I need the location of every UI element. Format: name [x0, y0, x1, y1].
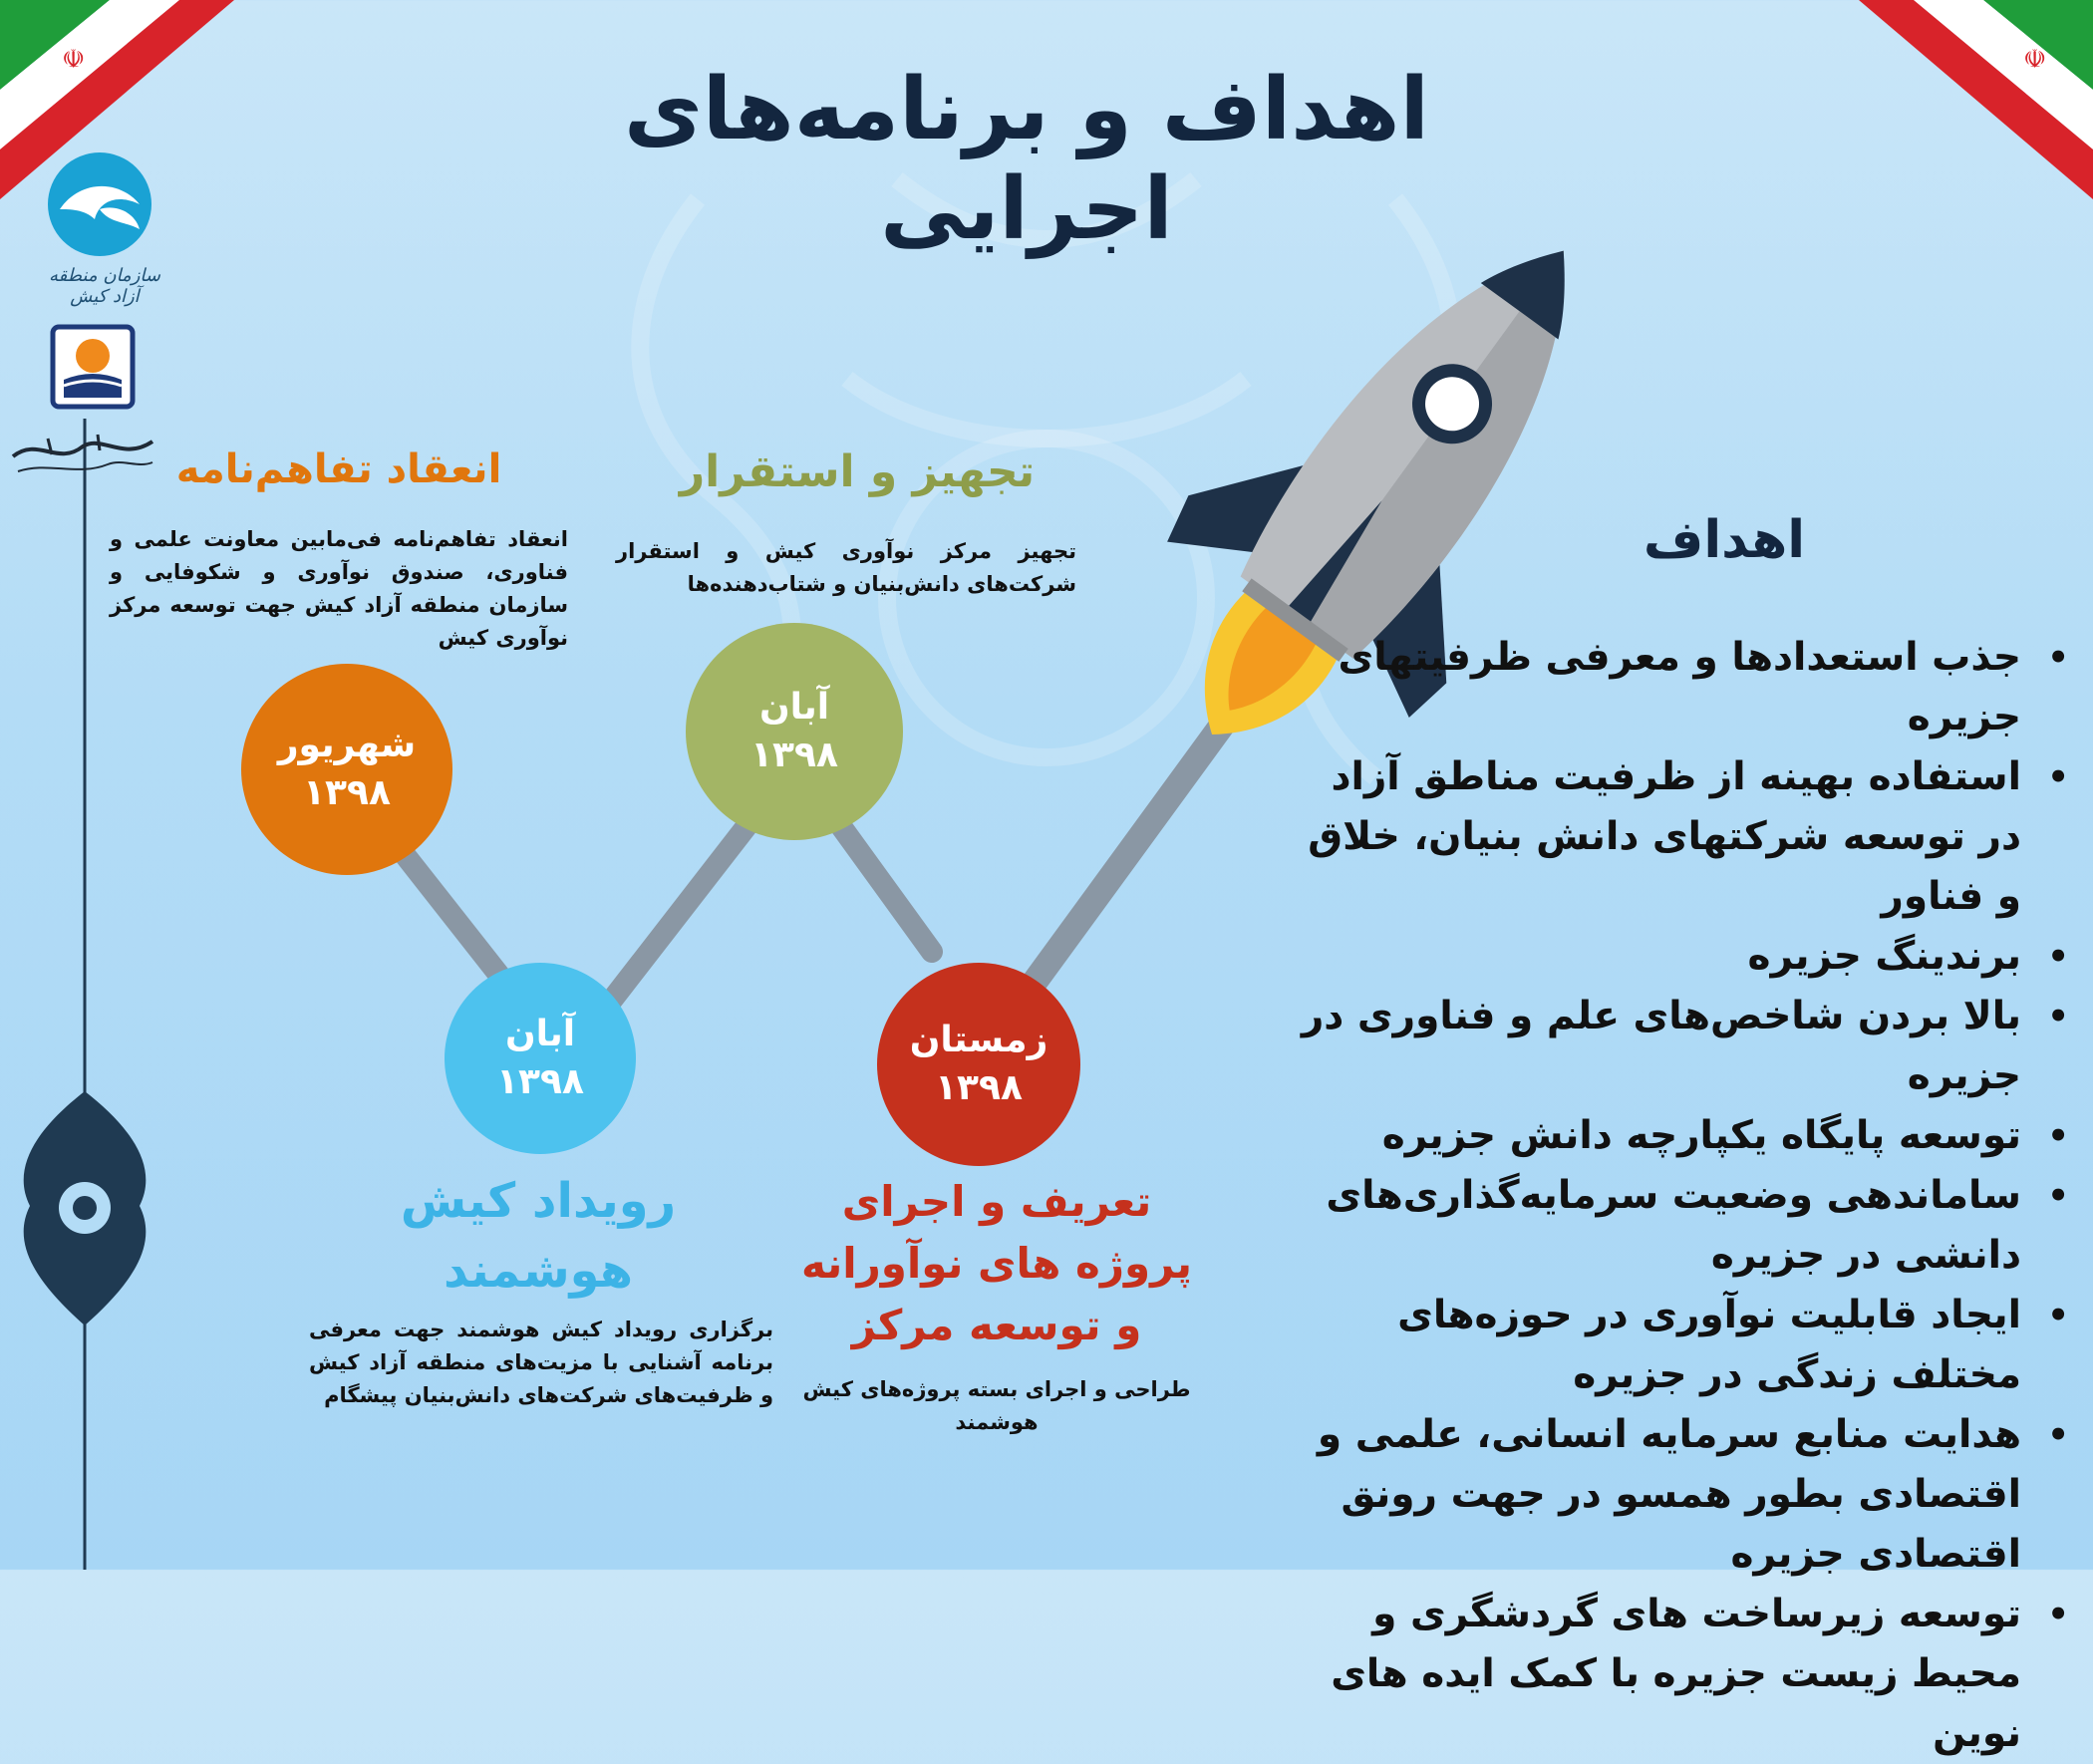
calligraphy-logo	[8, 427, 157, 490]
milestone-month: آبان	[504, 1014, 576, 1054]
milestone-circle-event	[445, 963, 636, 1154]
goal-text: توسعه زیرساخت های گردشگری و محیط زیست جزیره با کمک ایده های نوین	[1331, 1592, 2021, 1756]
milestone-desc-event: برگزاری رویداد کیش هوشمند جهت معرفی برنامه آشنایی با مزیت‌های منطقه آزاد کیش و ظرفیت‌های شرکت‌های دانش‌بنیان پیشگام	[309, 1318, 773, 1407]
milestone-month: شهریور	[277, 725, 417, 765]
page-title: اهداف و برنامه‌های اجرایی	[623, 60, 1429, 259]
flag-icon	[1859, 0, 2093, 199]
goal-text: ایجاد قابلیت نوآوری در حوزه‌های مختلف زندگی در جزیره	[1397, 1293, 2021, 1397]
milestone-title-agreement: انعقاد تفاهم‌نامه	[175, 446, 502, 492]
goals-heading: اهداف	[1643, 510, 1806, 570]
milestone-desc-projects: طراحی و اجرای بسته پروژه‌های کیش هوشمند	[802, 1377, 1191, 1434]
kish-logo	[40, 149, 169, 307]
goal-text: هدایت منابع سرمایه انسانی، علمی و اقتصادی بطور همسو در جهت رونق اقتصادی جزیره	[1317, 1412, 2021, 1577]
calligraphy-logo-icon	[8, 427, 157, 486]
milestone-title-event: رویداد کیش هوشمند	[400, 1173, 677, 1299]
kish-logo-text: سازمان منطقه آزاد کیش	[49, 265, 160, 307]
timeline-path	[399, 807, 932, 1012]
milestone-year: ۱۳۹۸	[935, 1067, 1023, 1108]
ornament-icon	[24, 1091, 147, 1325]
goal-text: برندینگ جزیره	[1747, 934, 2021, 979]
goal-text: بالا بردن شاخص‌های علم و فناوری در جزیره	[1301, 994, 2021, 1098]
goal-item	[1286, 1166, 2083, 1286]
svg-text:☫: ☫	[2023, 45, 2047, 75]
bullet-icon: •	[2047, 757, 2069, 797]
milestone-month: زمستان	[909, 1020, 1048, 1060]
milestone-desc-equipment: تجهیز مرکز نوآوری کیش و استقرار شرکت‌های دانش‌بنیان و شتاب‌دهنده‌ها	[616, 539, 1076, 596]
goal-item	[1286, 987, 2083, 1106]
goal-text: ساماندهی وضعیت سرمایه‌گذاری‌های دانشی در جزیره	[1326, 1173, 2021, 1278]
goals-list	[1286, 628, 2083, 1764]
bullet-icon: •	[2047, 997, 2069, 1036]
goal-item	[1286, 747, 2083, 927]
milestone-title-equipment: تجهیز و استقرار	[679, 446, 1036, 497]
bullet-icon: •	[2047, 1296, 2069, 1335]
bullet-icon: •	[2047, 937, 2069, 977]
goal-item	[1286, 1106, 2083, 1166]
goal-item	[1286, 1405, 2083, 1585]
organization-logo-icon	[50, 324, 136, 410]
bullet-icon: •	[2047, 1176, 2069, 1216]
goal-item	[1286, 1286, 2083, 1405]
bullet-icon: •	[2047, 1116, 2069, 1156]
milestone-year: ۱۳۹۸	[496, 1061, 584, 1102]
milestone-title-projects: تعریف و اجرای پروژه های نوآورانه و توسعه مرکز	[800, 1177, 1193, 1349]
milestone-desc-agreement: انعقاد تفاهم‌نامه فی‌مابین معاونت علمی و فناوری، صندوق نوآوری و شکوفایی و سازمان منطقه آزاد کیش جهت توسعه مرکز نوآوری کیش	[110, 527, 568, 650]
bullet-icon: •	[2047, 638, 2069, 678]
milestone-circle-agreement	[241, 664, 452, 875]
goal-text: توسعه پایگاه یکپارچه دانش جزیره	[1381, 1113, 2021, 1158]
bullet-icon: •	[2047, 1595, 2069, 1634]
goal-item	[1286, 628, 2083, 747]
bullet-icon: •	[2047, 1415, 2069, 1455]
svg-text:☫: ☫	[62, 45, 86, 75]
milestone-circle-equipment	[686, 623, 903, 840]
milestone-year: ۱۳۹۸	[303, 772, 391, 813]
milestone-year: ۱۳۹۸	[750, 735, 838, 775]
goal-item	[1286, 927, 2083, 987]
organization-logo	[50, 324, 136, 414]
milestone-month: آبان	[758, 687, 830, 728]
goal-text: استفاده بهینه از ظرفیت مناطق آزاد در توسعه شرکتهای دانش بنیان، خلاق و فناور	[1308, 754, 2021, 919]
goal-item	[1286, 1585, 2083, 1764]
kish-logo-icon	[40, 149, 159, 259]
goal-text: جذب استعدادها و معرفی ظرفیتهای جزیره	[1338, 635, 2021, 739]
milestone-circle-projects	[877, 963, 1080, 1166]
